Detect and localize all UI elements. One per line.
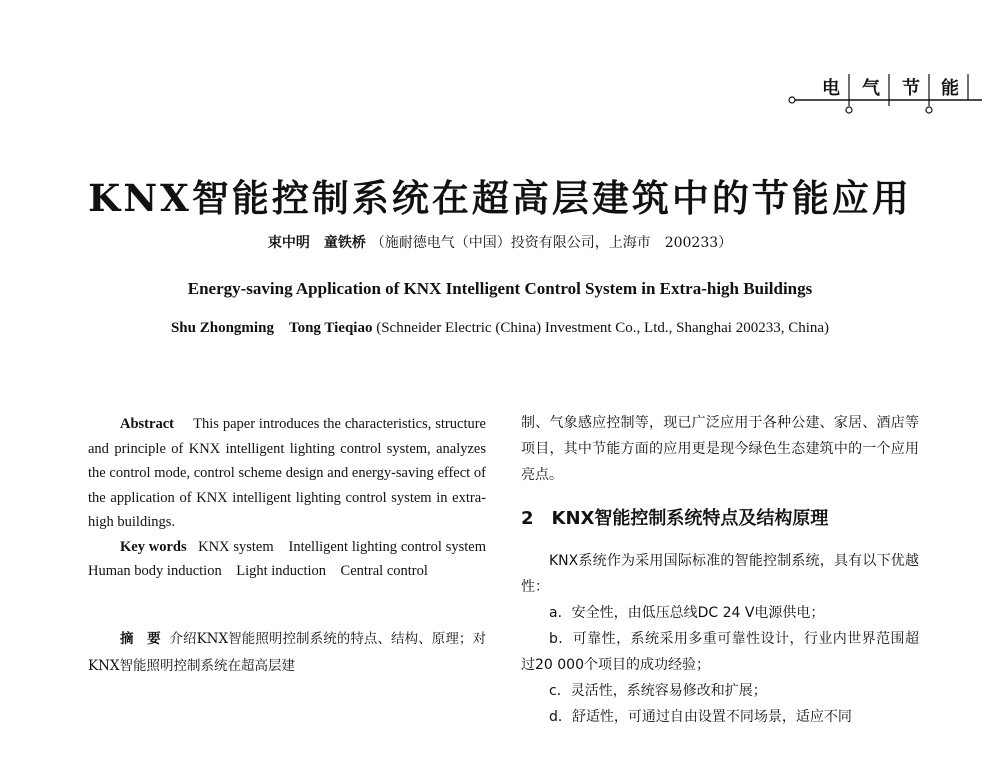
keywords-paragraph [88,535,501,584]
badge-char-4: 能 [941,78,959,99]
abstract-cn-text: 介绍KNX智能照明控制系统的特点、结构、原理；对KNX智能照明控制系统在超高层建 [88,630,486,674]
author-names-cn: 束中明 童铁桥 [267,235,366,251]
section-intro: KNX系统作为采用国际标准的智能控制系统，具有以下优越性： [521,553,919,595]
left-column [88,412,501,680]
badge-char-2: 气 [862,78,880,99]
abstract-cn-label: 摘 要 [120,630,161,647]
list-item: c．灵活性，系统容易修改和扩展； [549,683,767,699]
keywords-text: KNX system Intelligent lighting control system Human body induction Light induction Central control [88,538,501,579]
badge-char-3: 节 [902,78,920,99]
abstract-paragraph [88,412,486,535]
authors-english [0,316,1000,337]
list-item: d．舒适性，可通过自由设置不同场景，适应不同 [549,709,852,725]
continuation-paragraph: 制、气象感应控制等，现已广泛应用于各种公建、家居、酒店等项目，其中节能方面的应用更是现今绿色生态建筑中的一个应用亮点。 [521,415,919,483]
column-badge [786,66,984,122]
list-item: a．安全性，由低压总线DC 24 V电源供电； [549,605,825,621]
badge-char-1: 电 [822,78,840,99]
paper-title-english: Energy-saving Application of KNX Intelligent Control System in Extra-high Buildings [187,279,813,298]
affiliation-cn: （施耐德电气（中国）投资有限公司，上海市 200233） [370,235,733,251]
paper-title: KNX智能控制系统在超高层建筑中的节能应用 [88,176,912,220]
abstract-label: Abstract [120,416,174,432]
abstract-text: This paper introduces the characteristics, structure and principle of KNX intelligent lighting control system, analyzes the control mode, control scheme design and energy-saving effect of the application of KNX intelligent lighting control system in extra-high buildings. [88,416,486,530]
right-column [521,410,919,730]
abstract-cn-paragraph [88,626,486,680]
author-names-en: Shu Zhongming Tong Tieqiao [170,320,373,336]
authors-chinese [0,232,1000,252]
section-heading: 2 KNX智能控制系统特点及结构原理 [521,508,829,529]
keywords-label: Key words [120,538,187,555]
list-item: b．可靠性，系统采用多重可靠性设计，行业内世界范围超过20 000个项目的成功经验； [521,631,919,673]
affiliation-en: (Schneider Electric (China) Investment Co., Ltd., Shanghai 200233, China) [376,320,830,336]
